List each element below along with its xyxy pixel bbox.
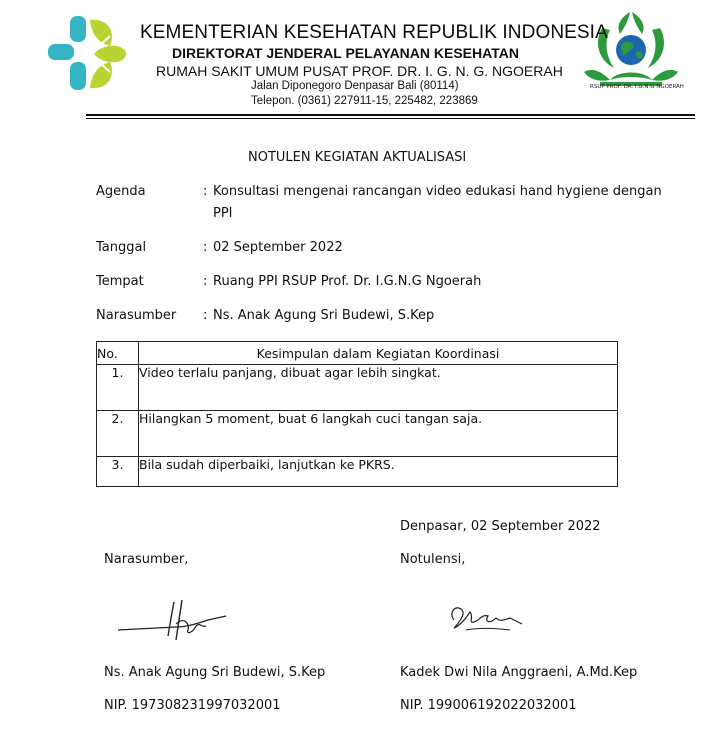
tempat-colon: : (203, 274, 208, 289)
notulensi-signature (444, 598, 524, 638)
agenda-label: Agenda (96, 184, 146, 199)
place-date: Denpasar, 02 September 2022 (400, 519, 601, 534)
row-text: Video terlalu panjang, dibuat agar lebih singkat. (139, 365, 618, 411)
notulensi-role: Notulensi, (400, 552, 466, 567)
narasumber-colon: : (203, 308, 208, 323)
row-text: Hilangkan 5 moment, buat 6 langkah cuci tangan saja. (139, 411, 618, 457)
hospital-address: Jalan Diponegoro Denpasar Bali (80114) (251, 80, 459, 92)
ministry-name: KEMENTERIAN KESEHATAN REPUBLIK INDONESIA (140, 22, 608, 43)
table-row (97, 365, 618, 411)
document-title: NOTULEN KEGIATAN AKTUALISASI (248, 150, 467, 165)
agenda-value-line2: PPI (213, 206, 233, 221)
letterhead-rule-thin (86, 118, 695, 119)
narasumber-role: Narasumber, (104, 552, 189, 567)
narasumber-name: Ns. Anak Agung Sri Budewi, S.Kep (104, 665, 326, 680)
table-row (97, 411, 618, 457)
row-no: 2. (97, 411, 139, 457)
header-no: No. (97, 342, 139, 365)
kesimpulan-table (96, 341, 618, 487)
narasumber-value: Ns. Anak Agung Sri Budewi, S.Kep (213, 308, 435, 323)
row-no: 3. (97, 457, 139, 487)
notulensi-name: Kadek Dwi Nila Anggraeni, A.Md.Kep (400, 665, 638, 680)
tanggal-value: 02 September 2022 (213, 240, 343, 255)
agenda-value-line1: Konsultasi mengenai rancangan video edukasi hand hygiene dengan (213, 184, 662, 199)
table-row (97, 457, 618, 487)
hospital-name: RUMAH SAKIT UMUM PUSAT PROF. DR. I. G. N. G. NGOERAH (156, 63, 563, 79)
tanggal-colon: : (203, 240, 208, 255)
tempat-label: Tempat (96, 274, 144, 289)
notulensi-nip: NIP. 199006192022032001 (400, 698, 577, 713)
narasumber-signature (116, 596, 228, 644)
agenda-colon: : (203, 184, 208, 199)
rsup-logo-caption: RSUP PROF. DR. I.G.N.G NGOERAH (590, 84, 684, 90)
header-kesimpulan: Kesimpulan dalam Kegiatan Koordinasi (139, 342, 618, 365)
letterhead-rule-thick (86, 114, 695, 116)
narasumber-nip: NIP. 197308231997032001 (104, 698, 281, 713)
hospital-phone: Telepon. (0361) 227911-15, 225482, 223869 (251, 95, 478, 107)
row-text: Bila sudah diperbaiki, lanjutkan ke PKRS. (139, 457, 618, 487)
kemenkes-logo (46, 14, 130, 94)
tempat-value: Ruang PPI RSUP Prof. Dr. I.G.N.G Ngoerah (213, 274, 482, 289)
narasumber-label: Narasumber (96, 308, 177, 323)
directorate-name: DIREKTORAT JENDERAL PELAYANAN KESEHATAN (172, 45, 519, 61)
table-header-row (97, 342, 618, 365)
tanggal-label: Tanggal (96, 240, 147, 255)
row-no: 1. (97, 365, 139, 411)
